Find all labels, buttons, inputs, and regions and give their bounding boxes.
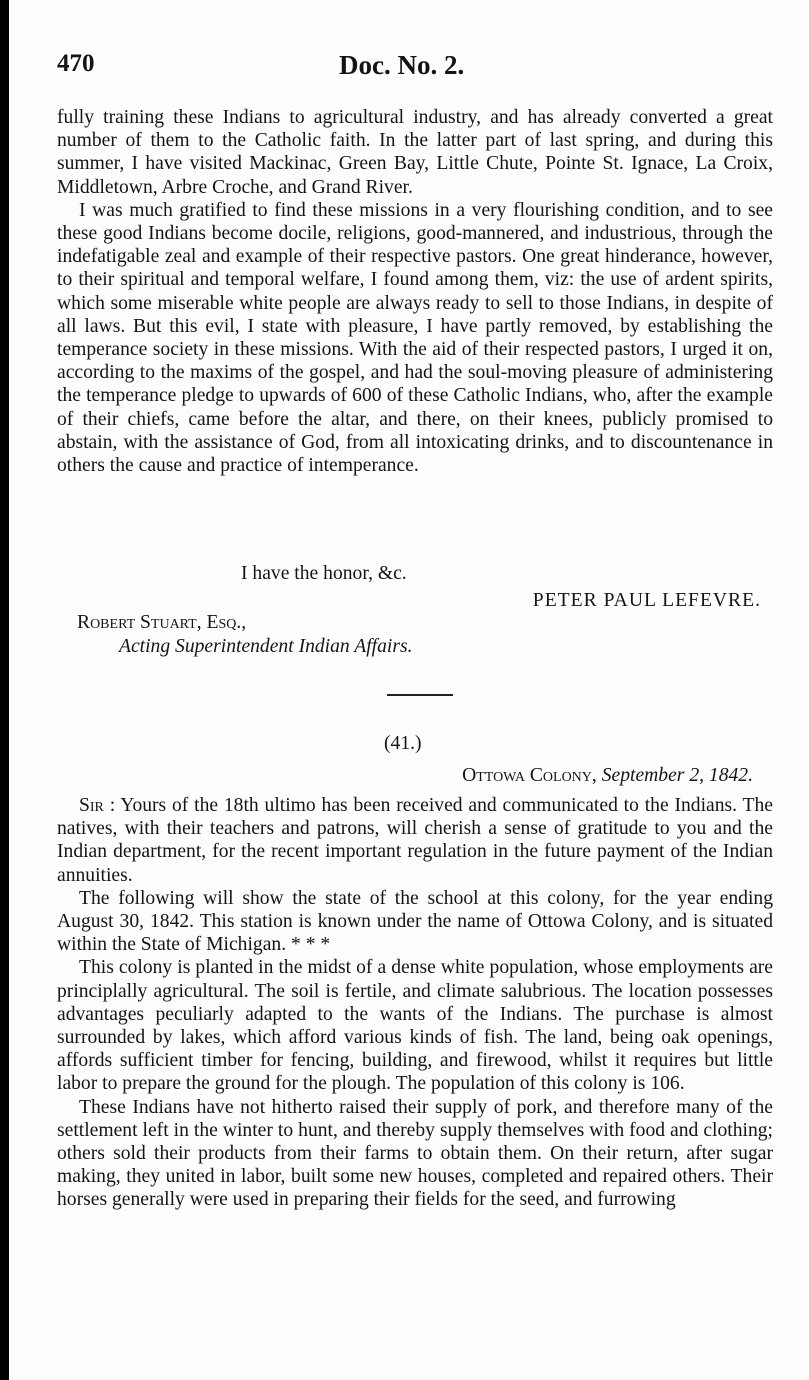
letter-40-closing: I have the honor, &c. (241, 563, 407, 584)
page-number: 470 (57, 50, 95, 77)
letter-41-paragraph-2: The following will show the state of the school at this colony, for the year ending August 30, 1842. This station is known under the name of Ottowa Colony, and is situated within the State of Michigan. * * * (57, 887, 773, 956)
letter-41-paragraph-4: These Indians have not hitherto raised their supply of pork, and therefore many of the settlement left in the winter to hunt, and thereby supply themselves with food and clothing; others sold their products from their farms to obtain them. On their return, after sugar making, they united in labor, built some new houses, completed and repaired others. Their horses generally were used in preparing their fields for the seed, and furrowing (57, 1096, 773, 1211)
letter-41-paragraph-1-text: Yours of the 18th ultimo has been received and communicated to the Indians. The natives, with their teachers and patrons, will cherish a sense of gratitude to you and the Indian department, for the recent important regulation in the future payment of the Indian annuities. (57, 795, 773, 886)
letter-41-number: (41.) (384, 733, 422, 754)
letter-41-salutation: Sir : (79, 795, 116, 816)
page-header (9, 50, 809, 90)
letter-41-paragraph-1 (57, 794, 773, 887)
letter-40-body (57, 106, 773, 477)
letter-40-addressee-title: Acting Superintendent Indian Affairs. (119, 636, 413, 657)
letter-40-paragraph-1: fully training these Indians to agricultural industry, and has already converted a great number of them to the Catholic faith. In the latter part of last spring, and during this summer, I have visited Mackinac, Green Bay, Little Chute, Pointe St. Ignace, La Croix, Middletown, Arbre Croche, and Grand River. (57, 107, 773, 198)
section-divider (387, 694, 453, 696)
dateline-date: September 2, 1842. (601, 765, 753, 786)
letter-41-paragraph-3: This colony is planted in the midst of a dense white population, whose employments are principlally agricultural. The soil is fertile, and climate salubrious. The location possesses advantages peculiarly adapted to the wants of the Indians. The purchase is almost surrounded by lakes, which afford various kinds of fish. The land, being oak openings, affords sufficient timber for fencing, building, and firewood, whilst it requires but little labor to prepare the ground for the plough. The population of this colony is 106. (57, 957, 773, 1095)
dateline-place: Ottowa Colony, (462, 765, 597, 786)
letter-40-addressee-name: Robert Stuart, Esq., (77, 612, 247, 633)
letter-40-signature: PETER PAUL LEFEVRE. (532, 590, 761, 611)
letter-40-paragraph-2: I was much gratified to find these missions in a very flourishing condition, and to see these good Indians become docile, religions, good-mannered, and industrious, through the indefatigable zeal and example of their respective pastors. One great hinderance, however, to their spiritual and temporal welfare, I found among them, viz: the use of ardent spirits, which some miserable white people are always ready to sell to those Indians, in despite of all laws. But this evil, I state with pleasure, I have partly removed, by establishing the temperance society in these missions. With the aid of their respected pastors, I urged it on, according to the maxims of the gospel, and had the soul-moving pleasure of administering the temperance pledge to upwards of 600 of these Catholic Indians, who, after the example of their chiefs, came before the altar, and there, on their knees, publicly promised to abstain, with the assistance of God, from all intoxicating drinks, and to discountenance in others the cause and practice of intemperance. (57, 199, 773, 477)
letter-41-dateline (462, 765, 753, 787)
letter-41-body (57, 794, 773, 1212)
document-page (9, 0, 809, 1380)
document-title: Doc. No. 2. (339, 50, 465, 80)
